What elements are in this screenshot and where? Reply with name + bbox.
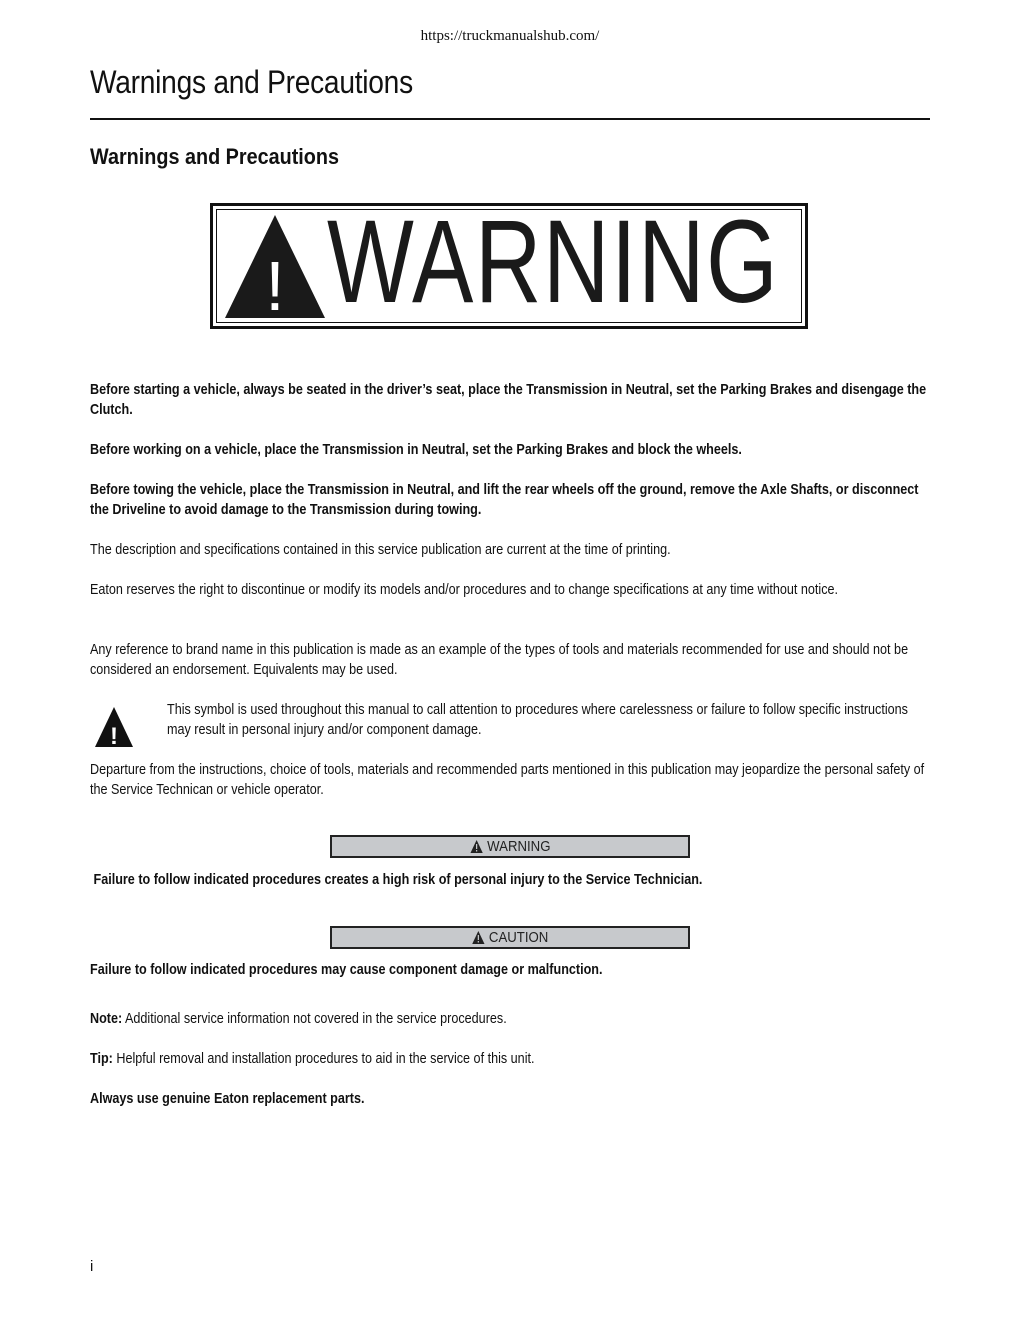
warning-triangle-icon bbox=[225, 215, 325, 318]
departure-paragraph: Departure from the instructions, choice of tools, materials and recommended parts mentioned in this publication may jeopardize the personal safety of the Service Technican or vehicle operator. bbox=[90, 761, 925, 798]
note-label: Note: bbox=[90, 1010, 123, 1027]
warning-working-vehicle: Before working on a vehicle, place the Transmission in Neutral, set the Parking Brakes and block the wheels. bbox=[90, 441, 742, 458]
body-paragraph-specifications: The description and specifications contained in this service publication are current at the time of printing. bbox=[90, 541, 671, 558]
warning-banner bbox=[330, 835, 690, 858]
warning-triangle-icon bbox=[95, 707, 133, 747]
warning-triangle-icon bbox=[472, 931, 484, 944]
warning-starting-vehicle: Before starting a vehicle, always be seated in the driver’s seat, place the Transmission in Neutral, set the Parking Brakes and disengage the Clutch. bbox=[90, 381, 927, 418]
warning-triangle-icon bbox=[470, 840, 482, 853]
warning-sign bbox=[210, 196, 808, 329]
svg-text:!: ! bbox=[110, 723, 118, 747]
tip-line bbox=[90, 1049, 930, 1069]
warning-towing-vehicle: Before towing the vehicle, place the Transmission in Neutral, and lift the rear wheels off the ground, remove the Axle Shafts, or disconnect the Driveline to avoid damage to the Transmission during towing. bbox=[90, 481, 919, 518]
tip-label: Tip: bbox=[90, 1050, 113, 1067]
warning-banner-label: WARNING bbox=[486, 838, 551, 855]
source-url: https://truckmanualshub.com/ bbox=[420, 28, 600, 44]
warning-sign-frame bbox=[216, 196, 802, 328]
body-paragraph-rights: Eaton reserves the right to discontinue or modify its models and/or procedures and to change specifications at any time without notice. bbox=[90, 581, 839, 598]
caution-banner bbox=[330, 926, 690, 949]
page-title: Warnings and Precautions bbox=[90, 64, 413, 100]
warning-exclamation: ! bbox=[265, 247, 285, 318]
title-divider bbox=[90, 118, 930, 120]
warning-banner-text: Failure to follow indicated procedures creates a high risk of personal injury to the Service Technician. bbox=[90, 871, 703, 888]
closing-statement: Always use genuine Eaton replacement parts. bbox=[90, 1090, 365, 1107]
page-number: i bbox=[90, 1258, 94, 1275]
body-paragraph-brand-names: Any reference to brand name in this publication is made as an example of the types of tools and materials recommended for use and should not be considered an endorsement. Equivalents may be used. bbox=[90, 641, 909, 678]
symbol-note-text: This symbol is used throughout this manual to call attention to procedures where carelessness or failure to follow specific instructions may result in personal injury and/or component damage. bbox=[167, 701, 908, 738]
tip-text: Helpful removal and installation procedures to aid in the service of this unit. bbox=[112, 1050, 535, 1067]
caution-banner-label: CAUTION bbox=[488, 929, 549, 946]
section-heading: Warnings and Precautions bbox=[90, 144, 340, 169]
warning-sign-word: WARNING bbox=[327, 196, 780, 328]
note-text: Additional service information not covered in the service procedures. bbox=[122, 1010, 507, 1027]
note-line bbox=[90, 1009, 930, 1029]
caution-banner-text: Failure to follow indicated procedures may cause component damage or malfunction. bbox=[90, 961, 603, 978]
